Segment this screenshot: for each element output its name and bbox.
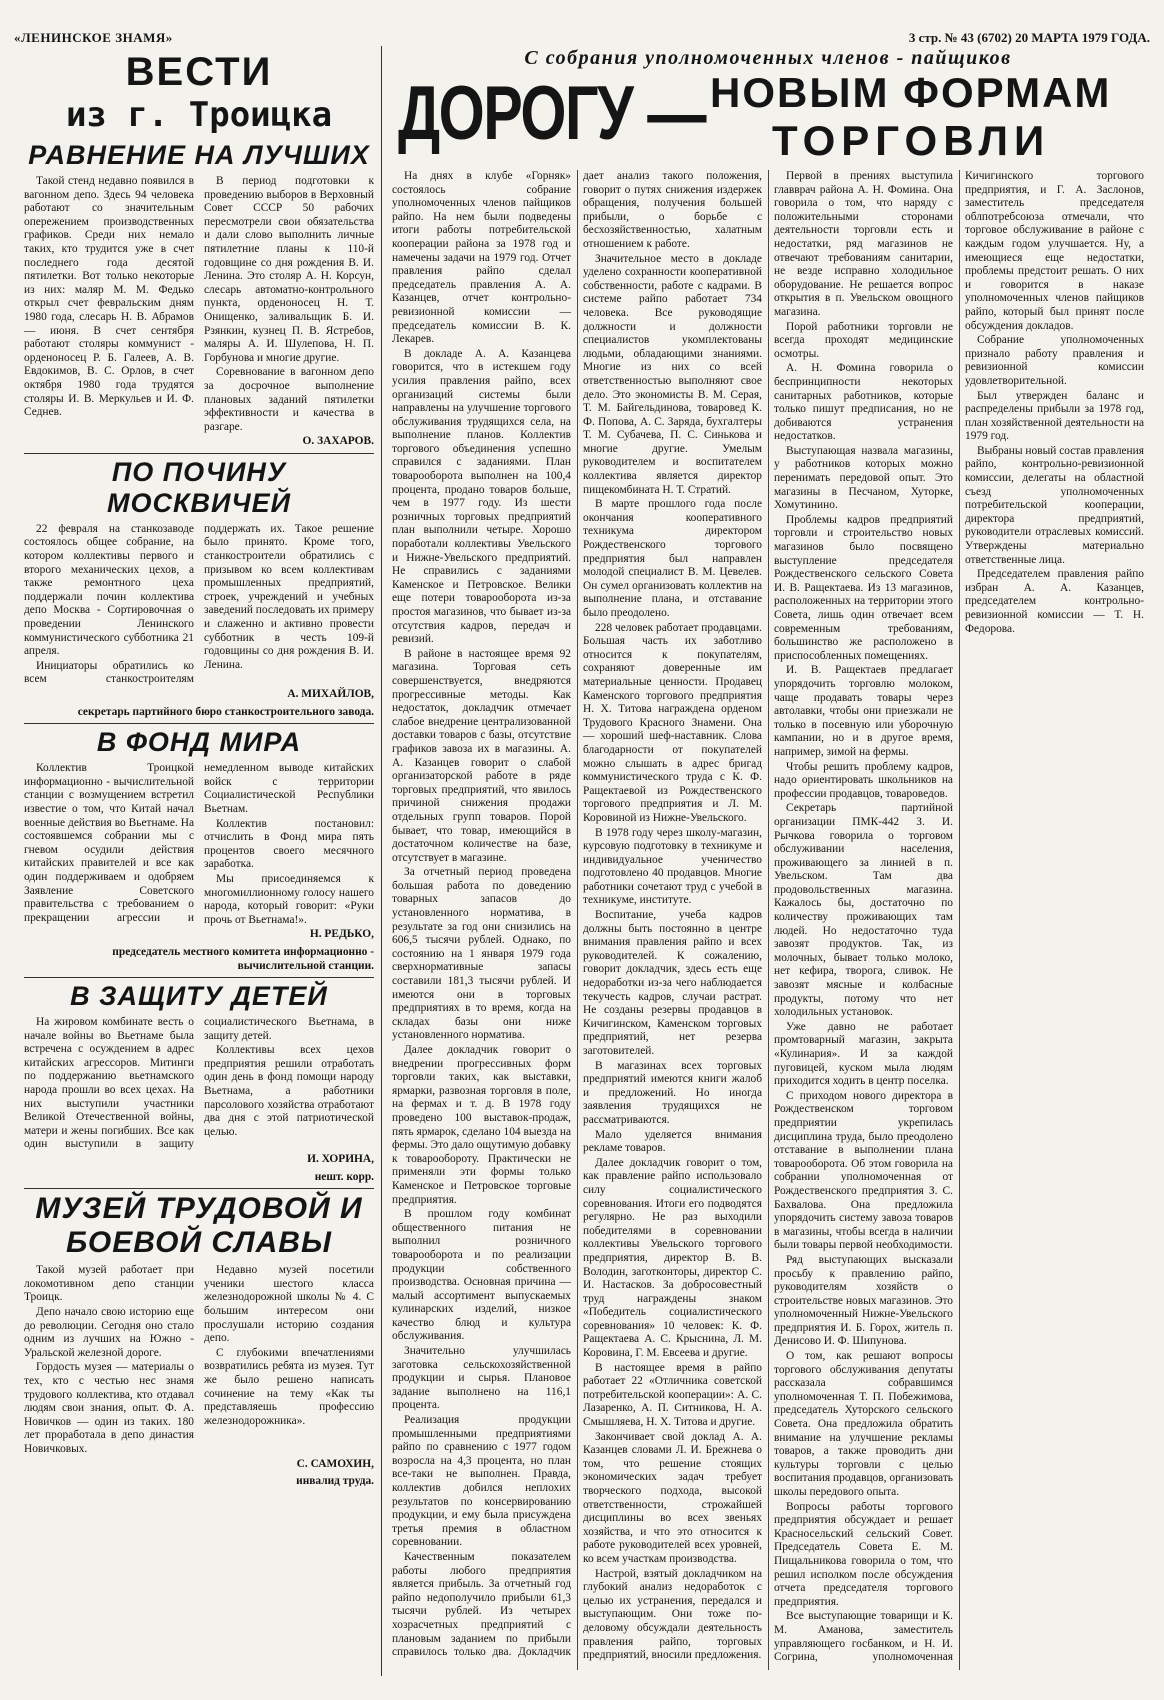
paragraph: Такой музей работает при локомотивном депо станции Троицк. [24, 1264, 194, 1304]
article-title: РАВНЕНИЕ НА ЛУЧШИХ [28, 140, 370, 170]
paragraph: Чтобы решить проблему кадров, надо ориентировать школьников на профессии продавцов, товароведов. [774, 760, 953, 800]
left-column [24, 46, 374, 1684]
paragraph: В магазинах всех торговых предприятий имеются книги жалоб и предложений. Но иногда заявления трудящихся не рассматриваются. [583, 1059, 762, 1126]
signature-role: нешт. корр. [314, 1170, 374, 1183]
paragraph: Коллектив Троицкой информационно - вычислительной станции с возмущением встретил известие о том, что Китай начал военные действия во Вьетнаме. На состоявшемся собрании мы с гневом осудили действия китайских правителей и все как один поддерживаем и одобряем Заявление Советского правительства с требованием о прекращении агрессии и немедленном выводе китайских войск с территории Социалистической Республики Вьетнам. [24, 762, 374, 924]
paragraph: В период подготовки к проведению выборов в Верховный Совет СССР 50 рабочих пересмотрели свои обязательства и дали слово выполнить личные пятилетние планы к 110-й годовщине со дня рождения В. И. Ленина. Это столяр А. Н. Корсун, слесарь автоматно-контрольного пункта, орденоносец Н. Т. Онищенко, заливальщик Б. И. Рзянкин, кузнец П. В. Ястребов, маляры А. И. Шулепова, Н. П. Горбунова и многие другие. [204, 175, 374, 364]
signature-role: инвалид труда. [296, 1475, 374, 1488]
article-title: В ЗАЩИТУ ДЕТЕЙ [70, 981, 328, 1012]
paragraph: За отчетный период проведена большая работа по доведению товарных запасов до установленного норматива, в результате за год они снизились на 606,5 тысячи рублей. Однако, по состоянию на 1 января 1979 года сверхнормативные запасы составили 181,3 тысячи рублей. И имеются они в торговых предприятиях в то время, когда на складах базы они ниже установленного норматива. [392, 866, 571, 1042]
paragraph: Недавно музей посетили ученики шестого класса железнодорожной школы № 4. С большим интересом они прослушали историю создания депо. [204, 1264, 374, 1345]
article-divider [24, 453, 374, 454]
article-body [392, 170, 1144, 1670]
article-signature: А. МИХАЙЛОВ, [287, 688, 374, 700]
paragraph: Настрой, взятый докладчиком на глубокий анализ недоработок с целью их устранения, передался и выступающим. Они тоже по-деловому обсуждали деятельность правления райпо, торговых предприятий, вносили предложения. [583, 1567, 762, 1662]
paragraph: В прошлом году комбинат общественного питания не выполнил розничного товарооборота и по реализации продукции собственного производства. Основная причина — малый ассортимент выпускаемых кулинарских изделий, низкое качество блюд и культура обслуживания. [392, 1208, 571, 1343]
paragraph: В докладе А. А. Казанцева говорится, что в истекшем году усилия правления райпо, всех организаций системы были направлены на улучшение торгового обслуживания трудящихся села, на выполнение планов. Коллектив торгового объединения успешно справился с заданиями. План товарооборота выполнен на 100,4 процента, продано товаров больше, чем в 1977 году. Из шести розничных торговых предприятий план выполнили четыре. Хорошо поработали коллективы Увельского и Нижне-Увельского предприятий. Не справились с заданиями Каменское и Петровское. Велики еще потери товарооборота из-за простоя магазинов, что бывает из-за отсутствия кадров, передач и ревизий. [392, 347, 571, 646]
article-body [24, 1016, 374, 1152]
signature-role: секретарь партийного бюро станкостроительного завода. [77, 705, 374, 718]
paragraph: Председателем правления райпо избран А. А. Казанцев, председателем контрольно-ревизионной комиссии — Т. Н. Федорова. [965, 568, 1144, 635]
rubric-title: ВЕСТИ [125, 50, 273, 94]
paragraph: Качественным показателем работы любого предприятия является прибыль. За отчетный год райпо недополучило прибыли 61,3 тысячи рублей. Из четырех хозрасчетных предприятий с плановым заданием по прибыли справилось только два. Докладчик дает анализ такого положения, говорит о путях снижения издержек обращения, получения большей прибыли, о борьбе с бесхозяйственностью, халатным отношением к работе. [392, 170, 762, 1659]
paragraph: Мало уделяется внимания рекламе товаров. [583, 1128, 762, 1155]
paragraph: Депо начало свою историю еще до революции. Сегодня оно стало одним из лучших на Южно - Уральской железной дороге. [24, 1306, 194, 1359]
paragraph: Такой стенд недавно появился в вагонном депо. Здесь 94 человека работают со значительным опережением производственных графиков. Среди них немало таких, кто трудится уже в счет последнего года десятой пятилетки. Вот только некоторые из них: маляр М. М. Федько открыл счет февральским дням 1980 года, слесарь Н. В. Абрамов — июня. В счет сентября работают столяры коммунист - орденоносец Р. Б. Галеев, А. В. Евдокимов, В. С. Орлов, в счет октября 1980 года трудятся столяры И. В. Меркульев и И. Ф. Седнев. [24, 175, 194, 419]
paragraph: Далее докладчик говорит о внедрении прогрессивных форм торговли таких, как выставки, ярмарки, развозная торговля в поле, на фермах и т. д. В 1978 году проведено 100 выставок-продаж, пять ярмарок, сделано 104 выезда на фермы. Это дало ощутимую добавку к товарообороту. Практически не применяли эти формы только Каменское и Петровское торговые предприятия. [392, 1044, 571, 1206]
signature-role: председатель местного комитета информационно - вычислительной станции. [112, 945, 374, 972]
newspaper-masthead: «ЛЕНИНСКОЕ ЗНАМЯ» [14, 30, 173, 45]
paragraph: Коллектив постановил: отчислить в Фонд мира пять процентов своего месячного заработка. [204, 817, 374, 871]
paragraph: А. Н. Фомина говорила о беспринципности некоторых санитарных работников, которые только пишут предписания, но не добиваются устранения недостатков. [774, 362, 953, 443]
main-article [392, 46, 1144, 1684]
article-body [24, 523, 374, 687]
paragraph: 228 человек работает продавцами. Большая часть их заботливо относится к покупателям, сохраняют доверенные им материальные ценности. Продавец Каменского торгового предприятия Н. Х. Титова награждена орденом Трудового Красного Знамени. Она — хороший шеф-наставник. Слова благодарности от покупателей можно слышать в адрес бригад коммунистического труда с К. Ф. Ращектаевой из Рождественского торгового предприятия и Л. М. Коровиной из Нижне-Увельского. [583, 621, 762, 824]
paragraph: Значительно улучшилась заготовка сельскохозяйственной продукции и сырья. Плановое задание выполнено на 116,1 процента. [392, 1345, 571, 1412]
paragraph: На днях в клубе «Горняк» состоялось собрание уполномоченных членов пайщиков райпо. На нем были подведены итоги работы потребительской кооперации района за 1978 год и намечены задачи на 1979 год. Отчет правления райпо сделал председатель правления А. А. Казанцев, отчет контрольно-ревизионной комиссии — председатель комиссии В. К. Лекарев. [392, 170, 571, 346]
article-signature: И. ХОРИНА, [307, 1153, 374, 1166]
paragraph: Воспитание, учеба кадров должны быть постоянно в центре внимания правления райпо и всех руководителей. К сожалению, говорит докладчик, здесь есть еще недоработки из-за чего наблюдается текучесть кадров, случаи растрат. Не созданы резервы продавцов в Кичигинском, Каменском торговых предприятий, нет резерва заготовителей. [583, 909, 762, 1057]
article-body [24, 175, 374, 434]
paragraph: Выбраны новый состав правления райпо, контрольно-ревизионной комиссии, делегаты на областной съезд уполномоченных потребительской кооперации, директора предприятий, руководители отраслевых комиссий. Утверждены материально ответственные лица. [965, 444, 1144, 566]
paragraph: Секретарь партийной организации ПМК-442 З. И. Рычкова говорила о торговом обслуживании населения, проживающего за линией в п. Увельском. Там два продовольственных магазина. Кажалось бы, достаточно по количеству проживающих там людей. Но недостаточно туда завозят продуктов. Так, из молочных, бывает только молоко, нет кефира, творога, сливок. Не завозят мясные и колбасные продукты, потому что нет холодильных установок. [774, 802, 953, 1019]
paragraph: Далее докладчик говорит о том, как правление райпо использовало силу социалистического соревнования. Итоги его подводятся регулярно. Не раз выходили победителями в соревновании коллективы Увельского торгового предприятия, директор В. В. Володин, заготконторы, директор С. И. Настасков. За добросовестный труд награждены знаком «Победитель социалистического соревнования» 10 человек: К. Ф. Ращектаева А. С. Крыснина, Л. М. Коровина, Г. М. Евсеева и другие. [583, 1156, 762, 1360]
article-headline [392, 70, 1144, 170]
paragraph: В 1978 году через школу-магазин, курсовую подготовку в техникуме и индивидуальное ученичество подготовлено 40 продавцов. Многие работники сочетают труд с учебой в техникуме, институте. [583, 826, 762, 907]
left-articles [24, 140, 374, 1489]
article-kicker: С собрания уполномоченных членов - пайщиков [524, 47, 1012, 69]
paragraph: Первой в прениях выступила главврач района А. Н. Фомина. Она говорила о том, что наряду с положительными сторонами деятельности торговли есть и недостатки, ряд магазинов не отвечают требованиям санитарии, не везде исправно холодильное оборудование. Не решается вопрос открытия в п. Увельском овощного магазина. [774, 170, 953, 318]
paragraph: Был утвержден баланс и распределены прибыли за 1978 год, план хозяйственной деятельности на 1979 год. [965, 389, 1144, 443]
paragraph: Коллективы всех цехов предприятия решили отработать один день в фонд помощи народу Вьетнама, а работники парсолового хозяйства отработают два дня с этой патриотической целью. [204, 1044, 374, 1138]
paragraph: Проблемы кадров предприятий торговли и строительство новых магазинов было посвящено выступление председателя Рождественского сельского Совета И. В. Ращектаева. Из 13 магазинов, расположенных на территории этого Совета, лишь один отвечает всем современным требованиям, большинство же расположено в приспособленных помещениях. [774, 513, 953, 662]
paragraph: Собрание уполномоченных признало работу правления и ревизионной комиссии удовлетворительной. [965, 334, 1144, 387]
paragraph: Гордость музея — материалы о тех, кто с честью нес знамя трудового коллектива, кто отдавал людям свои знания, опыт. Ф. А. Новичков — один из таких. 180 лет проработала в депо династия Новичковых. [24, 1361, 194, 1455]
paragraph: В настоящее время в райпо работает 22 «Отличника советской потребительской кооперации»: А. С. Лазаренко, А. П. Ситникова, Н. А. Смышляева, Н. Х. Титова и другие. [583, 1361, 762, 1429]
paragraph: Выступающая назвала магазины, у работников которых можно перенимать передовой опыт. Это магазины в Песчаном, Хуторке, Хомутинино. [774, 444, 953, 512]
paragraph: Порой работники торговли не всегда проходят медицинские осмотры. [774, 320, 953, 360]
paragraph: Значительное место в докладе уделено сохранности кооперативной собственности, работе с кадрами. В системе райпо работает 734 человека. Все руководящие должности и должности специалистов укомплектованы людьми, обладающими знаниями. Многие из них со всей ответственностью выполняют свое дело. Это экономисты В. М. Серая, Т. М. Байгельдинова, товаровед К. Ф. Попова, А. С. Заряда, бухгалтеры Т. М. Субачева, П. С. Синькова и многие другие. Умелым руководителем и воспитателем коллектива является директор пищекомбината Н. Т. Стратий. [583, 252, 762, 496]
paragraph: В марте прошлого года после окончания кооперативного техникума директором Рождественского торгового предприятия был направлен молодой специалист В. М. Цевелев. Он сумел организовать коллектив на выполнение плана, и отставание было преодолено. [583, 498, 762, 619]
paragraph: Реализация продукции промышленными предприятиями райпо по сравнению с 1977 годом возросла на 4,3 процента, но план все-таки не выполнен. Правда, коллектив добился неплохих результатов по консервированию продукции, и ему была присуждена третья премия в областном соревновании. [392, 1414, 571, 1549]
paragraph: Все выступающие товарищи и К. М. Аманова, заместитель управляющего госбанком, и Н. И. Согрина, уполномоченная Кичигинского торгового предприятия, и Г. А. Заслонов, заместитель председателя облпотребсоюза отмечали, что торговое обслуживание в районе с каждым годом улучшается. Ну, а имеющиеся еще недостатки, проблемы предстоит решать. О них и говорится в наказе уполномоченных членов пайщиков райпо, который был принят после обсуждения докладов. [774, 170, 1144, 1664]
paragraph: Мы присоединяемся к многомиллионному голосу нашего народа, который говорит: «Руки прочь от Вьетнама!». [204, 872, 374, 926]
article-body [24, 1264, 374, 1456]
headline-part-3: ТОРГОВЛИ [772, 117, 1051, 164]
paragraph: Уже давно не работает промтоварный магазин, закрыта «Кулинария». И за каждой пуговицей, куском мыла людям приходится ходить в центр поселка. [774, 1020, 953, 1088]
paragraph: Закончивает свой доклад А. А. Казанцев словами Л. И. Брежнева о том, что решение стоящих экономических задач требует творческого подхода, высокой ответственности, строжайшей дисциплины во всех звеньях хозяйства, и что это относится к работе руководителей всех уровней, ко всем участкам производства. [583, 1430, 762, 1565]
article-signature: О. ЗАХАРОВ. [302, 435, 374, 448]
paragraph: Соревнование в вагонном депо за досрочное выполнение плановых заданий пятилетки эффективности и качества в разгаре. [204, 366, 374, 433]
headline-part-1: ДОРОГУ — [398, 71, 705, 156]
article-title: В ФОНД МИРА [96, 727, 302, 758]
column-divider [381, 46, 382, 1676]
headline-part-2: НОВЫМ ФОРМАМ [710, 69, 1112, 116]
paragraph: На жировом комбинате весть о начале войны во Вьетнаме была встречена с осуждением в адрес китайских агрессоров. Митинги по поддержанию вьетнамского народа прошли во всех цехах. На них выступили участники Великой Отечественной войны, матери и жены погибших. Все как один выступили в защиту социалистического Вьетнама, в защиту детей. [24, 1016, 374, 1151]
rubric-subtitle: из г. Троицка [65, 95, 333, 135]
paragraph: Вопросы работы торгового предприятия обсуждает и решает Красносельский сельский Совет. Председатель Совета Е. М. Пищальникова говорила о том, что решил исполком после обсуждения отчета председателя торгового предприятия. [774, 1500, 953, 1608]
paragraph: 22 февраля на станкозаводе состоялось общее собрание, на котором коллективы первого и второго механических цехов, а также ремонтного цеха поддержали почин коллектива депо Москва - Сортировочная о проведении Ленинского коммунистического субботника 21 апреля. [24, 522, 194, 658]
issue-info: 3 стр. № 43 (6702) 20 МАРТА 1979 ГОДА. [908, 30, 1150, 45]
paragraph: С приходом нового директора в Рождественском торговом предприятии укрепилась дисциплина труда, было преодолено отставание в выполнении плана товарооборота. Об этом говорила на собрании уполномоченная от Рождественского предприятия З. С. Бахвалова. Она предложила упорядочить систему завоза товаров в магазины, чтобы всегда в наличии были товары первой необходимости. [774, 1089, 953, 1252]
article-divider [24, 977, 374, 978]
article-divider [24, 723, 374, 724]
paragraph: С глубокими впечатлениями возвратились ребята из музея. Тут же было решено написать сочинение на тему «Как ты представляешь профессию железнодорожника». [204, 1346, 374, 1427]
article-body [24, 762, 374, 927]
article-title: ПО ПОЧИНУ МОСКВИЧЕЙ [106, 456, 292, 518]
article-title: МУЗЕЙ ТРУДОВОЙ И БОЕВОЙ СЛАВЫ [35, 1192, 363, 1260]
article-signature: Н. РЕДЬКО, [309, 928, 374, 941]
paragraph: Ряд выступающих высказали просьбу к правлению райпо, руководителям хозяйств о строительстве новых магазинов. Это уполномоченный Нижне-Увельского предприятия И. Б. Горох, житель п. Денисово И. Ф. Шипунова. [774, 1253, 953, 1348]
paragraph: В районе в настоящее время 92 магазина. Торговая сеть совершенствуется, внедряются прогрессивные методы. Как недостаток, докладчик отмечает слабое внедрение централизованной доставки товаров с базы, отсутствие графиков завоза их в магазины. А. А. Казанцев говорит о слабой организаторской работе в ряде торговых предприятий, что явилось причиной снижения продажи отдельных групп товаров. Порой бывает, что товар, имеющийся в достаточном количестве на базе, отсутствует в магазине. [392, 647, 571, 864]
paragraph: Инициаторы обратились ко всем станкостроителям поддержать их. Такое решение было принято. Кроме того, станкостроители обратились с призывом ко всем коллективам промышленных предприятий, строек, учреждений и учебных заведений последовать их примеру и слаженно и активно провести субботник в честь 109-й годовщины со дня рождения В. И. Ленина. [24, 522, 374, 686]
paragraph: И. В. Ращектаев предлагает упорядочить торговлю молоком, чаще продавать товары через автолавки, чтобы они приезжали не только в посевную или уборочную кампании, но и в другое время, например, зимой на фермы. [774, 664, 953, 758]
paragraph: О том, как решают вопросы торгового обслуживания депутаты рассказала собравшимся уполномоченная Т. П. Побежимова, председатель Хуторского сельского Совета. Она предложила обратить внимание на улучшение рекламы товаров, а также проводить дни культуры торговли с целью воспитания продавцов, организовать школы передового опыта. [774, 1350, 953, 1498]
article-signature: С. САМОХИН, [296, 1457, 374, 1470]
article-divider [24, 1188, 374, 1189]
